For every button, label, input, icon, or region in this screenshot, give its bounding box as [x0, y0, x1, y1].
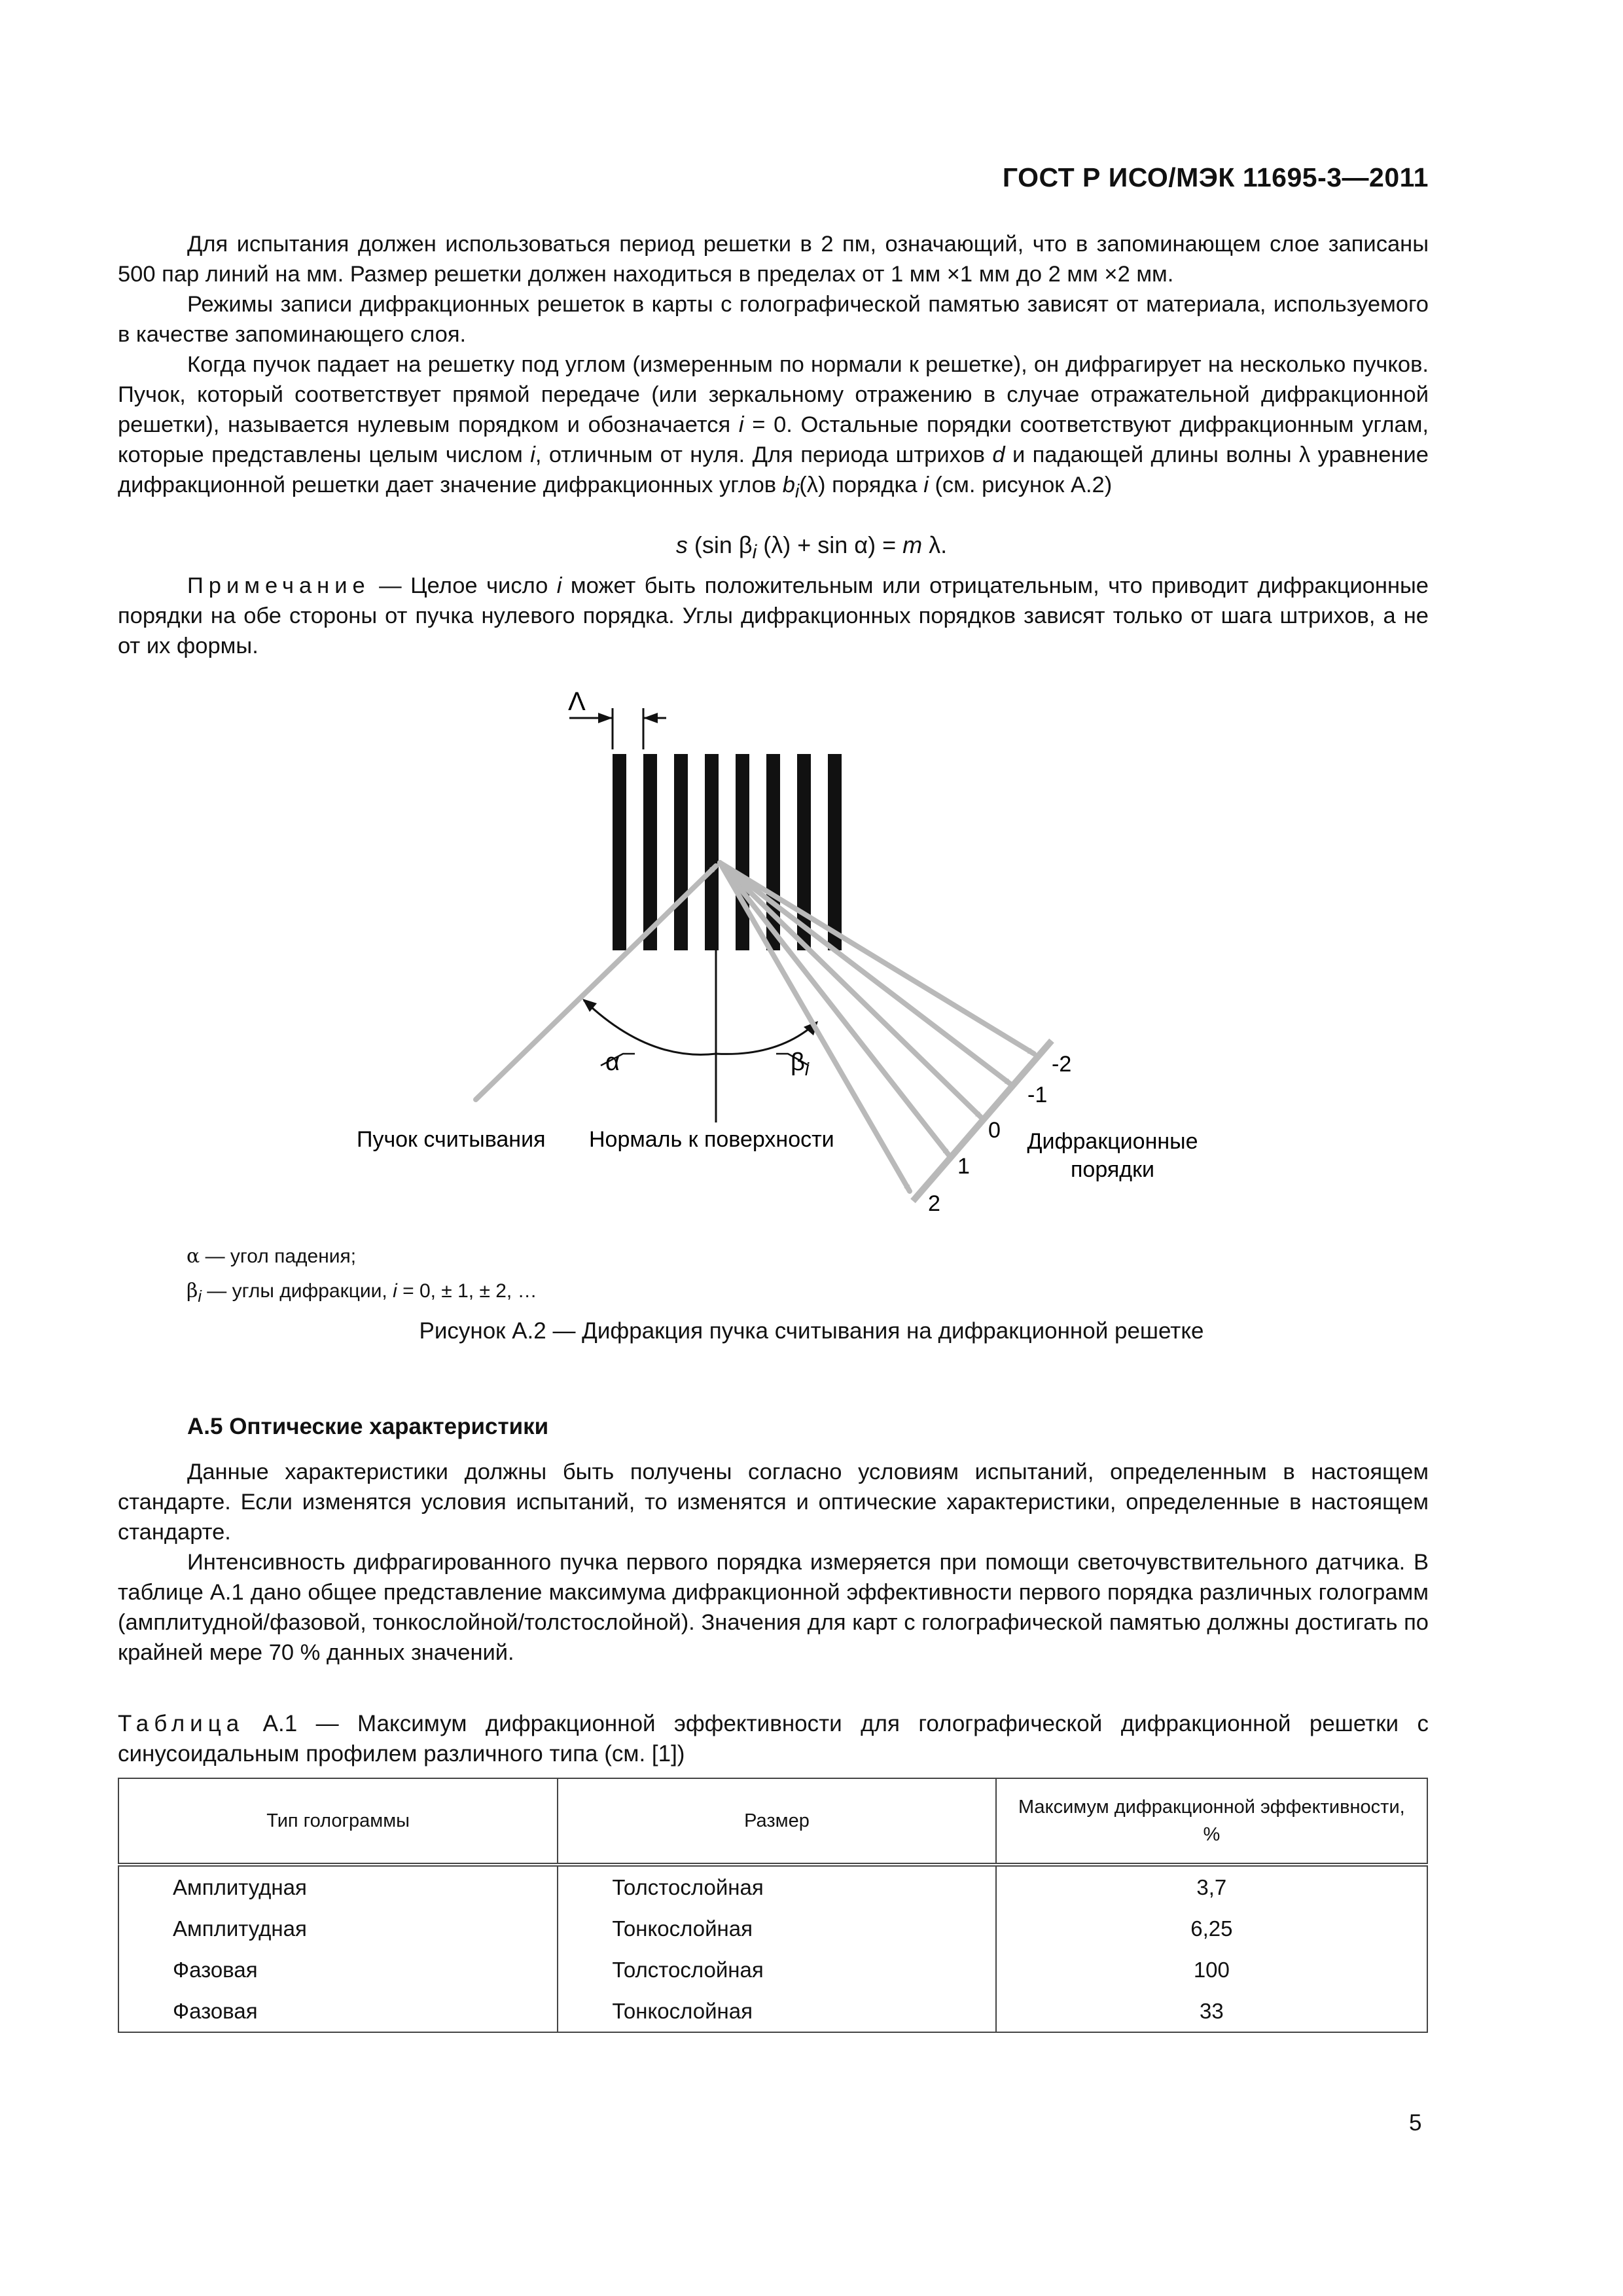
- page-number: 5: [1409, 2110, 1422, 2136]
- paragraph: Для испытания должен использоваться период решетки в 2 пм, означающий, что в запоминающем слое записаны 500 пар линий на мм. Размер решетки должен находиться в пределах от 1 мм ×1 мм до 2 мм ×2 мм.: [118, 232, 1429, 287]
- table-row: [118, 1865, 1427, 1908]
- paragraph: Данные характеристики должны быть получены согласно условиям испытаний, определенным в настоящем стандарте. Если изменятся условия испытаний, то изменятся и оптические характеристики, определенные в настоящем стандарте.: [118, 1460, 1429, 1545]
- figure-legend: [187, 1239, 537, 1314]
- table-label: Таблица: [118, 1711, 245, 1736]
- table-title: Таблица А.1 — Максимум дифракционной эффективности для голографической дифракционной решетки с синусоидальным профилем различного типа (см. [1]): [118, 1711, 1429, 1767]
- table-cell: Тонкослойная: [558, 1990, 995, 2032]
- figure-caption: Рисунок А.2 — Дифракция пучка считывания на дифракционной решетке: [419, 1318, 1204, 1344]
- normal-label: Нормаль к поверхности: [589, 1127, 834, 1152]
- table-cell: 6,25: [996, 1908, 1427, 1949]
- document-header: ГОСТ Р ИСО/МЭК 11695-3—2011: [1002, 162, 1429, 192]
- table-cell: 100: [996, 1949, 1427, 1990]
- table-header-cell: Тип голограммы: [118, 1778, 558, 1865]
- table-cell: 33: [996, 1990, 1427, 2032]
- table-cell: Толстослойная: [558, 1949, 995, 1990]
- alpha-arc: [584, 1000, 716, 1054]
- section-title: А.5 Оптические характеристики: [187, 1414, 549, 1439]
- order-label: -1: [1027, 1083, 1048, 1107]
- table-cell: Толстослойная: [558, 1865, 995, 1908]
- paragraph: Интенсивность дифрагированного пучка первого порядка измеряется при помощи светочувствительного датчика. В таблице А.1 дано общее представление максимума дифракционной эффективности первого порядка различных голограмм (амплитудной/фазовой, тонкослойной/толстослойной). Значения для карт с голографической памятью должны достигать по крайней мере 70 % данных значений.: [118, 1550, 1429, 1665]
- legend-beta: $\beta_i$ — углы дифракции, i = 0, ± 1, ± 2, …: [187, 1280, 537, 1306]
- alpha-symbol: α: [605, 1049, 620, 1076]
- diffraction-figure: [0, 674, 1623, 1230]
- paragraph: Когда пучок падает на решетку под углом (измеренным по нормали к решетке), он дифрагирует на несколько пучков. Пучок, который соответствует прямой передаче (или зеркальному отражению в случае отражательной дифракционной решетки), называется нулевым порядком и обозначается i = 0. Остальные порядки соответствуют дифракционным углам, которые представлены целым числом i, отличным от нуля. Для периода штрихов d и падающей длины волны λ уравнение дифракционной решетки дает значение дифракционных углов $b_i(\lambda)$ порядка i (см. рисунок А.2): [118, 352, 1429, 502]
- efficiency-table: [118, 1778, 1428, 2033]
- order-label: 2: [928, 1191, 940, 1216]
- table-cell: Фазовая: [118, 1990, 558, 2032]
- table-row: [118, 1990, 1427, 2032]
- orders-label: Дифракционные: [1027, 1129, 1198, 1154]
- note-paragraph: Примечание — Целое число i может быть положительным или отрицательным, что приводит дифракционные порядки на обе стороны от пучка нулевого порядка. Углы дифракционных порядков зависят только от шага штрихов, а не от их формы.: [118, 573, 1429, 658]
- table-cell: Амплитудная: [118, 1865, 558, 1908]
- note-label: Примечание: [187, 573, 370, 598]
- paragraph: Режимы записи дифракционных решеток в карты с голографической памятью зависят от материала, используемого в качестве запоминающего слоя.: [118, 292, 1429, 347]
- table-header-cell: Максимум дифракционной эффективности, %: [996, 1778, 1427, 1865]
- table-row: [118, 1908, 1427, 1949]
- period-symbol: Λ: [568, 687, 586, 716]
- legend-alpha: α — угол падения;: [187, 1245, 357, 1268]
- beam-label: Пучок считывания: [357, 1127, 546, 1152]
- order-label: -2: [1052, 1052, 1072, 1077]
- table-cell: Амплитудная: [118, 1908, 558, 1949]
- intro-text: [118, 229, 1429, 507]
- grating-equation: s (sin $\beta_i$ (λ) + sin α) = m λ.: [675, 531, 948, 564]
- order-label: 1: [957, 1154, 970, 1179]
- orders-label: порядки: [1071, 1157, 1154, 1182]
- table-cell: 3,7: [996, 1865, 1427, 1908]
- order-label: 0: [988, 1118, 1001, 1143]
- note-text: [118, 571, 1429, 661]
- table-header-cell: Размер: [558, 1778, 995, 1865]
- grating: [613, 754, 842, 950]
- section-text: [118, 1457, 1429, 1668]
- table-cell: Фазовая: [118, 1949, 558, 1990]
- table-row: [118, 1949, 1427, 1990]
- table-header-row: [118, 1778, 1427, 1865]
- lambda-dimension: [568, 687, 666, 749]
- table-cell: Тонкослойная: [558, 1908, 995, 1949]
- beta-symbol: $\beta_i$: [791, 1049, 810, 1079]
